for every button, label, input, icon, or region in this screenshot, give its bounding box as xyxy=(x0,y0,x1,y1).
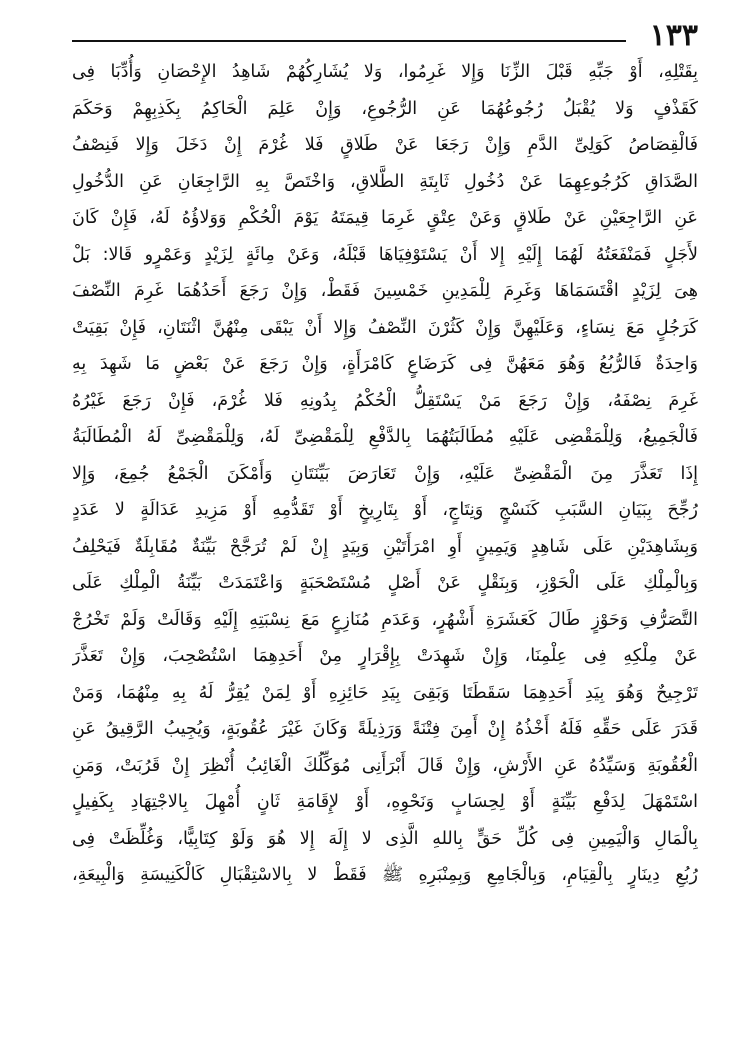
text-line: فَالْقِصَاصُ كَوَلِىِّ الدَّمِ وَإِنْ رَجَعَا عَنْ طَلاقٍ فَلا غُرْمَ إِنْ دَخَلَ وَإِلا فَنِصْفُ xyxy=(72,135,698,155)
text-line: رُبُعِ دِينَارٍ بِالْقِيَامِ، وَبِالْجَامِعِ وَبِمِنْبَرِهِ ﷺ فَقَطْ لا بِالاسْتِقْبَالِ كَالْكَنِيسَةِ وَالْبِيعَةِ، xyxy=(72,865,698,885)
text-line: إِذَا تَعَذَّرَ مِنَ الْمَقْضِىِّ عَلَيْهِ، وَإِنْ تَعَارَضَ بَيِّنَتَانِ وَأَمْكَنَ الْجَمْعُ جُمِعَ، وَإِلا xyxy=(72,463,698,484)
text-line: فَالْجَمِيعُ، وَلِلْمَقْضِى عَلَيْهِ مُطَالَبَتُهُمَا بِالدَّفْعِ لِلْمَقْضِىِّ لَهُ، وَلِلْمَقْضِىِّ لَهُ الْمُطَالَبَةُ xyxy=(72,427,698,447)
text-line: كَقَذْفٍ وَلا يُقْبَلُ رُجُوعُهُمَا عَنِ الرُّجُوعِ، وَإِنْ عَلِمَ الْحَاكِمُ بِكَذِبِهِمْ وَحَكَمَ xyxy=(72,98,698,119)
body-text xyxy=(72,54,698,894)
text-line: عَنِ الرَّاجِعَيْنِ عَنْ طَلاقٍ وَعَنْ عِتْقٍ غَرِمَا قِيمَتَهُ يَوْمَ الْحُكْمِ وَوَلاؤُهُ لَهُ، فَإِنْ كَانَ xyxy=(72,208,698,228)
header-rule xyxy=(72,40,626,42)
text-line: وَبِشَاهِدَيْنِ عَلَى شَاهِدٍ وَيَمِينٍ أَوِ امْرَأَتَيْنِ وَبِيَدٍ إِنْ لَمْ تُرَجَّحْ بَيِّنَةٌ مُقَابِلَةٌ فَيَحْلِفُ xyxy=(72,536,698,557)
text-line: كَرَجُلٍ مَعَ نِسَاءٍ، وَعَلَيْهِنَّ وَإِنْ كَثُرْنَ النِّصْفُ وَإِلا أَنْ يَبْقَى مِنْهُنَّ اثْنَتَانِ، فَإِنْ بَقِيَتْ xyxy=(72,317,698,338)
text-line: اسْتَمْهَلَ لِدَفْعِ بَيِّنَةٍ أَوْ لِحِسَابٍ وَنَحْوِهِ، أَوْ لإِقَامَةِ ثَانٍ أُمْهِلَ بِالاجْتِهَادِ بِكَفِيلٍ xyxy=(72,792,698,812)
page-number: ١٣٣ xyxy=(649,18,698,53)
text-line: غَرِمَ نِصْفَهُ، وَإِنْ رَجَعَ مَنْ يَسْتَقِلُّ الْحُكْمُ بِدُونِهِ فَلا غُرْمَ، فَإِنْ رَجَعَ غَيْرُهُ xyxy=(72,390,698,411)
text-line: وَاحِدَةٌ فَالرُّبُعُ وَهُوَ مَعَهُنَّ فِى كَرَضَاعٍ كَامْرَأَةٍ، وَإِنْ رَجَعَ عَنْ بَعْضٍ مَا شَهِدَ بِهِ xyxy=(72,354,698,374)
text-line: الْعُقُوبَةِ وَسَيِّدُهُ عَنِ الأَرْشِ، وَإِنْ قَالَ أَبْرَأَنِى مُوَكِّلُكَ الْغَائِبُ أُنْظِرَ إِنْ قَرُبَتْ، وَمَنِ xyxy=(72,755,698,776)
text-line: رُجِّحَ بِبَيَانِ السَّبَبِ كَنَسْجٍ وَنِتَاجٍ، أَوْ بِتَارِيخٍ أَوْ تَقَدُّمِهِ أَوْ مَزِيدِ عَدَالَةٍ لا عَدَدٍ xyxy=(72,500,698,520)
text-line: التَّصَرُّفِ وَحَوْزٍ طَالَ كَعَشَرَةِ أَشْهُرٍ، وَعَدَمِ مُنَازِعٍ مَعَ نِسْبَتِهِ إِلَيْهِ وَقَالَتْ وَلَمْ تَخْرُجْ xyxy=(72,609,698,630)
text-line: قَدَرَ عَلَى حَقِّهِ فَلَهُ أَخْذُهُ إِنْ أَمِنَ فِتْنَةً وَرَذِيلَةً وَكَانَ غَيْرَ عُقُوبَةٍ، وَيُجِيبُ الرَّقِيقُ عَنِ xyxy=(72,719,698,739)
text-line: تَرْجِيحٌ وَهُوَ بِيَدِ أَحَدِهِمَا سَقَطَتَا وَبَقِىَ بِيَدِ حَائِزِهِ أَوْ لِمَنْ يُقِرُّ لَهُ بِهِ مِنْهُمَا، وَمَنْ xyxy=(72,682,698,703)
text-line: هِىَ لِزَيْدٍ اقْتَسَمَاهَا وَغَرِمَ لِلْمَدِينِ خَمْسِينَ فَقَطْ، وَإِنْ رَجَعَ أَحَدُهُمَا غَرِمَ النِّصْفَ xyxy=(72,281,698,301)
page-header xyxy=(72,16,698,56)
text-line: بِالْمَالِ وَالْيَمِينِ فِى كُلِّ حَقٍّ بِاللهِ الَّذِى لا إِلَهَ إِلا هُوَ وَلَوْ كِتَابِيًّا، وَغُلِّظَتْ فِى xyxy=(72,828,698,849)
text-line: بِقَتْلِهِ، أَوْ جَبِّهِ قَبْلَ الزِّنَا وَإِلا غَرِمُوا، وَلا يُشَارِكُهُمْ شَاهِدُ الإِحْصَانِ وَأُدِّبَا فِى xyxy=(72,62,698,82)
text-line: الصَّدَاقِ كَرُجُوعِهِمَا عَنْ دُخُولِ ثَابِتَةِ الطَّلاقِ، وَاخْتَصَّ بِهِ الرَّاجِعَانِ عَنِ الدُّخُولِ xyxy=(72,171,698,192)
text-line: عَنْ مِلْكِهِ فِى عِلْمِنَا، وَإِنْ شَهِدَتْ بِإِقْرَارٍ مِنْ أَحَدِهِمَا اسْتُصْحِبَ، وَإِنْ تَعَذَّرَ xyxy=(72,646,698,666)
text-line: لأَجَلٍ فَمَنْفَعَتُهُ لَهُمَا إِلَيْهِ إِلا أَنْ يَسْتَوْفِيَاهَا قَبْلَهُ، وَعَنْ مِائَةٍ لِزَيْدٍ وَعَمْرٍو قَالا: بَلْ xyxy=(72,244,698,265)
text-line: وَبِالْمِلْكِ عَلَى الْحَوْزِ، وَبِنَقْلٍ عَنْ أَصْلٍ مُسْتَصْحَبَةٍ وَاعْتَمَدَتْ بَيِّنَةُ الْمِلْكِ عَلَى xyxy=(72,573,698,593)
